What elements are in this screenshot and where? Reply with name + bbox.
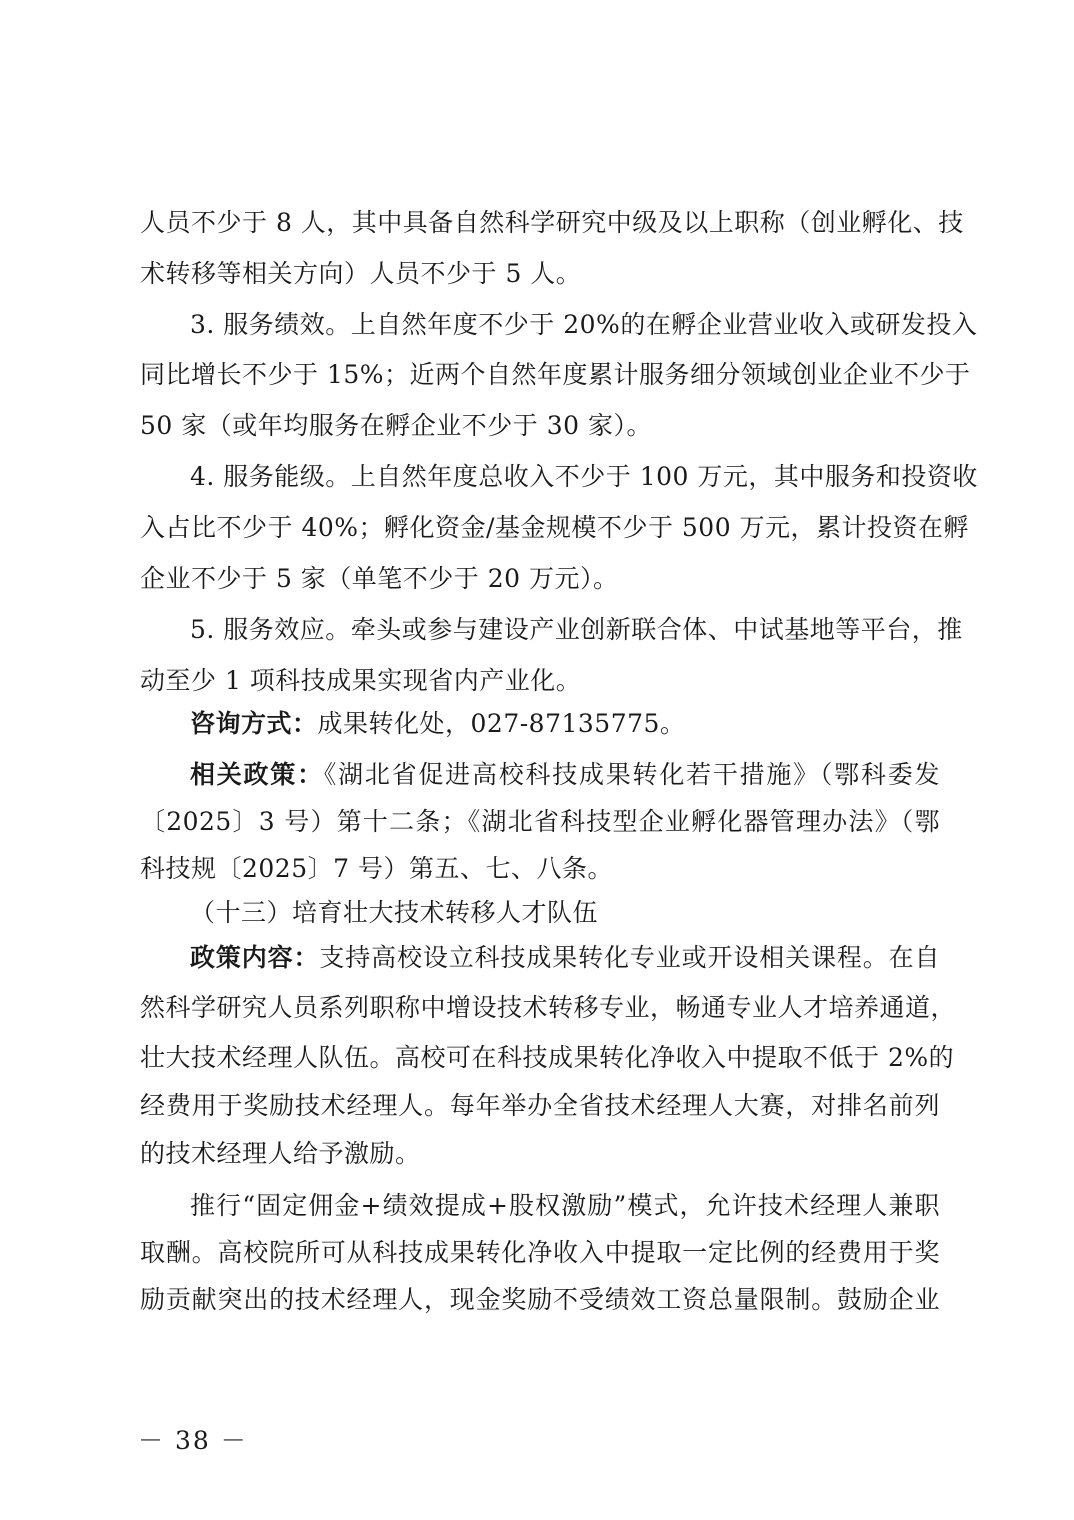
consult-line [190, 707, 940, 741]
content-line: 壮大技术经理人队伍。高校可在科技成果转化净收入中提取不低于 2%的 [140, 1043, 955, 1072]
content-line: 的技术经理人给予激励。 [140, 1139, 421, 1168]
body-line: 术转移等相关方向）人员不少于 5 人。 [140, 259, 582, 288]
policy-line: 科技规〔2025〕7 号）第五、七、八条。 [140, 854, 613, 883]
policy-line [190, 758, 940, 792]
content-line: 经费用于奖励技术经理人。每年举办全省技术经理人大赛，对排名前列 [140, 1091, 940, 1120]
body-line: 同比增长不少于 15%；近两个自然年度累计服务细分领域创业企业不少于 [140, 360, 971, 389]
content-line: 然科学研究人员系列职称中增设技术转移专业，畅通专业人才培养通道， [140, 993, 957, 1022]
para-line: 取酬。高校院所可从科技成果转化净收入中提取一定比例的经费用于奖 [140, 1238, 940, 1267]
content-label: 政策内容： [190, 943, 320, 972]
body-line: 人员不少于 8 人，其中具备自然科学研究中级及以上职称（创业孵化、技 [140, 208, 964, 237]
body-line: 入占比不少于 40%；孵化资金/基金规模不少于 500 万元，累计投资在孵 [140, 513, 970, 542]
policy-line: 〔2025〕3 号）第十二条；《湖北省科技型企业孵化器管理办法》（鄂 [140, 807, 940, 836]
consult-label: 咨询方式： [190, 709, 318, 738]
body-line: 5. 服务效应。牵头或参与建设产业创新联合体、中试基地等平台，推 [190, 615, 963, 644]
body-line: 企业不少于 5 家（单笔不少于 20 万元）。 [140, 564, 619, 593]
body-line: 动至少 1 项科技成果实现省内产业化。 [140, 666, 582, 695]
page-number: － 38 － [138, 1426, 248, 1455]
section-heading: （十三）培育壮大技术转移人才队伍 [190, 898, 599, 927]
consult-text: 成果转化处，027-87135775。 [317, 709, 686, 738]
content-line [190, 941, 940, 975]
policy-label: 相关政策： [190, 760, 324, 789]
body-line: 4. 服务能级。上自然年度总收入不少于 100 万元，其中服务和投资收 [190, 462, 978, 491]
body-line: 50 家（或年均服务在孵企业不少于 30 家）。 [140, 411, 652, 440]
content-text: 支持高校设立科技成果转化专业或开设相关课程。在自 [319, 943, 940, 972]
para-line: 推行“固定佣金+绩效提成+股权激励”模式，允许技术经理人兼职 [190, 1191, 940, 1220]
policy-text: 《湖北省促进高校科技成果转化若干措施》（鄂科委发 [323, 760, 940, 789]
para-line: 励贡献突出的技术经理人，现金奖励不受绩效工资总量限制。鼓励企业 [140, 1285, 940, 1314]
body-line: 3. 服务绩效。上自然年度不少于 20%的在孵企业营业收入或研发投入 [190, 310, 978, 339]
